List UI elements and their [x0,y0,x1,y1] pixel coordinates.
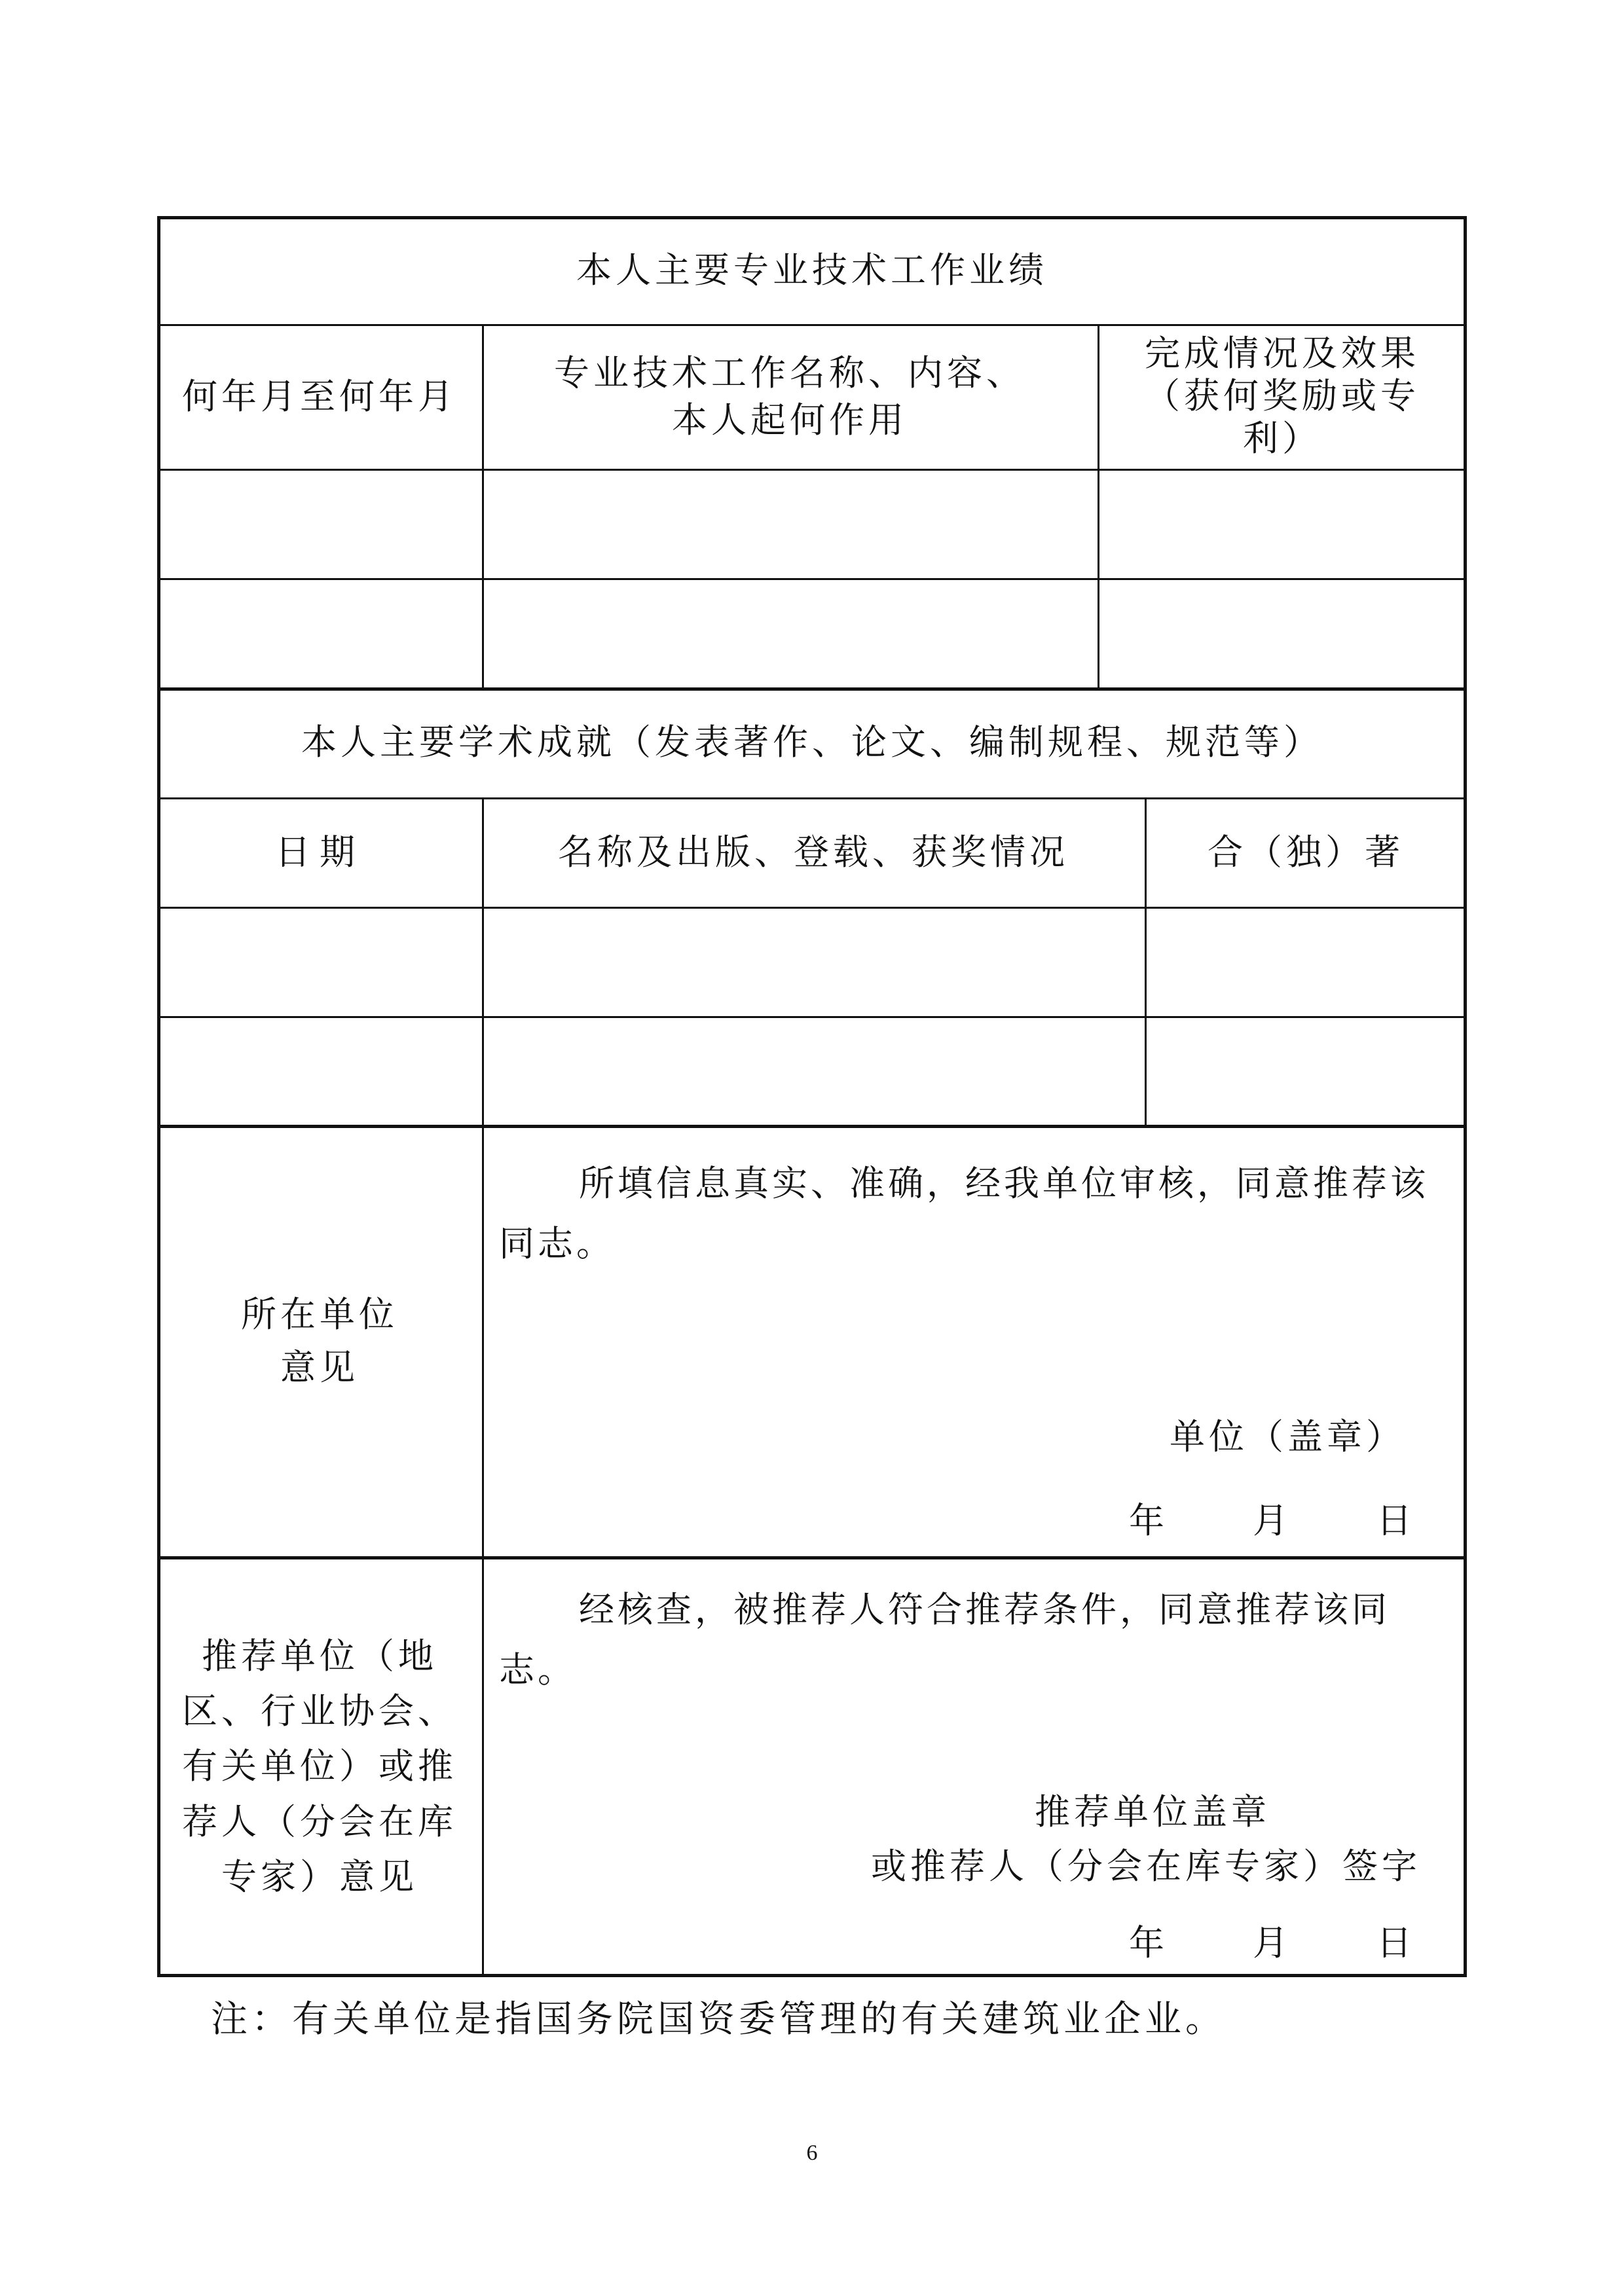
header-period-text: 何年月至何年月 [182,375,457,417]
academic-name-cell[interactable] [482,907,1145,1016]
header-name-content [482,324,1098,469]
recommender-signature-label: 或推荐人（分会在库专家）签字 [871,1846,1421,1887]
recommender-seal-label: 推荐单位盖章 [1035,1791,1270,1832]
header-name-content-line2: 本人起何作用 [672,399,908,441]
page-number: 6 [806,2141,818,2165]
academic-section-title [157,687,1467,797]
recommender-label-line: 有关单位）或推 [182,1745,457,1787]
rule [482,1125,484,1977]
unit-date-day: 日 [1376,1500,1412,1541]
header-name-content-line1: 专业技术工作名称、内容、 [554,352,1025,394]
header-period [157,324,482,469]
header-name-publication [482,797,1145,907]
unit-date-month: 月 [1253,1500,1288,1541]
header-authorship [1145,797,1467,907]
recommender-date-year: 年 [1129,1922,1164,1963]
recommender-opinion-label [157,1556,482,1977]
academic-section-title-text: 本人主要学术成就（发表著作、论文、编制规程、规范等） [301,721,1323,763]
academic-name-cell[interactable] [482,1016,1145,1125]
header-result-line1: 完成情况及效果 [1145,333,1420,374]
header-date-text: 日期 [275,831,364,873]
recommender-date-day: 日 [1376,1922,1412,1963]
header-result-line3: 利） [1243,417,1321,459]
recommender-label-line: 推荐单位（地 [202,1635,437,1677]
recommender-date-month: 月 [1253,1922,1288,1963]
unit-opinion-label [157,1125,482,1556]
recommender-opinion-statement: 经核查，被推荐人符合推荐条件，同意推荐该同志。 [499,1589,1390,1690]
unit-seal-label: 单位（盖章） [1170,1416,1405,1457]
recommender-label-line: 区、行业协会、 [182,1690,457,1732]
unit-opinion-statement: 所填信息真实、准确，经我单位审核，同意推荐该同志。 [499,1163,1429,1264]
header-authorship-text: 合（独）著 [1208,831,1404,873]
work-section-title-text: 本人主要专业技术工作业绩 [576,249,1048,291]
academic-authorship-cell[interactable] [1145,907,1467,1016]
work-period-cell[interactable] [157,578,482,687]
academic-date-cell[interactable] [157,907,482,1016]
academic-date-cell[interactable] [157,1016,482,1125]
header-result-line2: （获何奖励或专 [1145,375,1420,417]
work-result-cell[interactable] [1098,469,1467,578]
recommender-label-line: 荐人（分会在库 [182,1800,457,1842]
unit-opinion-label-line1: 所在单位 [241,1293,398,1335]
header-date [157,797,482,907]
work-result-cell[interactable] [1098,578,1467,687]
work-period-cell[interactable] [157,469,482,578]
work-name-cell[interactable] [482,469,1098,578]
work-name-cell[interactable] [482,578,1098,687]
footnote: 注：有关单位是指国务院国资委管理的有关建筑业企业。 [211,1998,1226,2041]
achievement-form [157,216,1467,1977]
unit-opinion-label-line2: 意见 [280,1346,359,1388]
recommender-label-line: 专家）意见 [221,1855,418,1897]
unit-date-year: 年 [1129,1500,1164,1541]
academic-authorship-cell[interactable] [1145,1016,1467,1125]
work-section-title [157,216,1467,324]
header-result [1098,324,1467,469]
header-name-publication-text: 名称及出版、登载、获奖情况 [558,831,1069,873]
